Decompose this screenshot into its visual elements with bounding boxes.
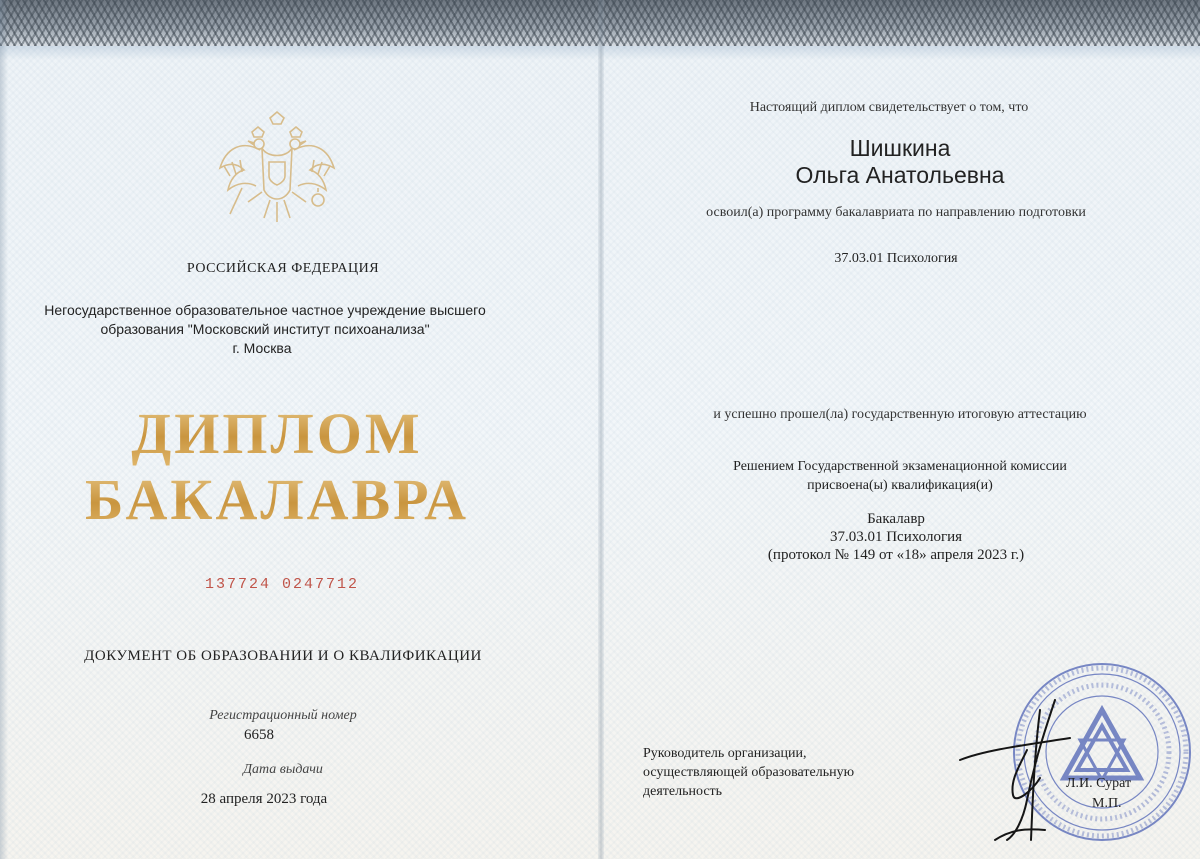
handwritten-signature xyxy=(955,690,1105,855)
page-fold xyxy=(598,0,604,859)
registration-label: Регистрационный номер xyxy=(209,708,357,723)
diploma-title-line-2: БАКАЛАВРА xyxy=(84,467,470,532)
document-type: ДОКУМЕНТ ОБ ОБРАЗОВАНИИ И О КВАЛИФИКАЦИИ xyxy=(84,648,482,664)
signer-name: Л.И. Сурат xyxy=(1066,776,1132,791)
city: г. Москва xyxy=(232,340,292,356)
qualification: Бакалавр xyxy=(867,511,925,527)
head-label-line-3: деятельность xyxy=(643,784,723,799)
qualification-program: 37.03.01 Психология xyxy=(829,529,963,545)
head-label-line-2: осуществляющей образовательную xyxy=(643,765,855,780)
issue-date-label: Дата выдачи xyxy=(243,762,323,777)
page-edge-shadow xyxy=(0,0,8,859)
stamp-place: М.П. xyxy=(1092,796,1122,811)
country-name: РОССИЙСКАЯ ФЕДЕРАЦИЯ xyxy=(186,261,380,276)
attestation-text: и успешно прошел(ла) государственную итоговую аттестацию xyxy=(713,407,1087,422)
decision-line-1: Решением Государственной экзаменационной комиссии xyxy=(733,459,1067,474)
decision-line-2: присвоена(ы) квалификация(и) xyxy=(807,478,993,493)
program-intro: освоил(а) программу бакалавриата по направлению подготовки xyxy=(706,205,1086,220)
registration-number: 6658 xyxy=(244,727,274,743)
diploma-title-line-1: ДИПЛОМ xyxy=(131,401,423,466)
serial-number: 137724 0247712 xyxy=(204,576,360,593)
institution-line-2: образования "Московский институт психоанализа" xyxy=(100,321,430,337)
institution-line-1: Негосударственное образовательное частное учреждение высшего xyxy=(44,302,486,318)
double-headed-eagle-icon xyxy=(212,110,342,235)
issue-date: 28 апреля 2023 года xyxy=(200,791,328,807)
certifies-text: Настоящий диплом свидетельствует о том, что xyxy=(749,100,1029,115)
head-label-line-1: Руководитель организации, xyxy=(643,746,807,761)
graduate-surname: Шишкина xyxy=(849,135,951,161)
protocol: (протокол № 149 от «18» апреля 2023 г.) xyxy=(767,547,1025,563)
graduate-name: Ольга Анатольевна xyxy=(795,162,1005,188)
program-code: 37.03.01 Психология xyxy=(834,251,958,266)
